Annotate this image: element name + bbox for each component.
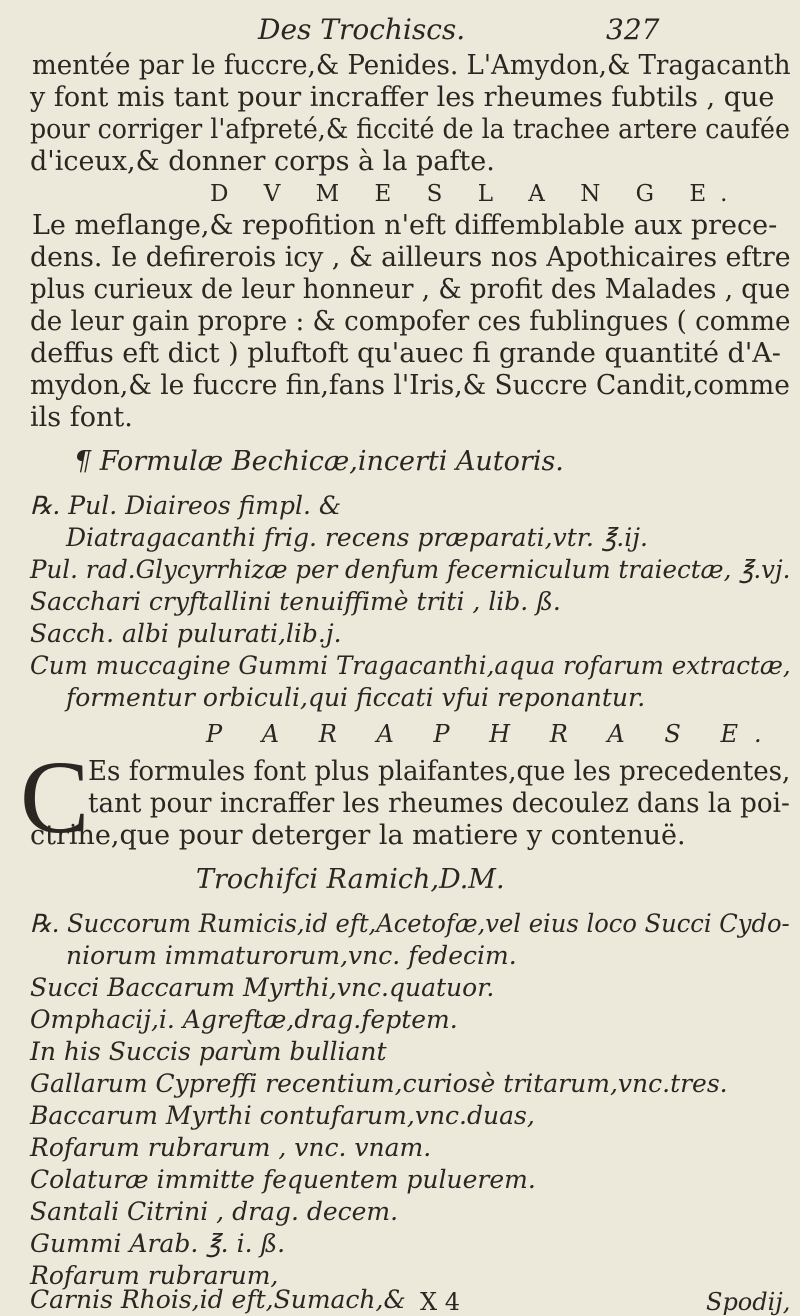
recipe-line: Cum muccagine Gummi Tragacanthi,aqua rofarum extractæ, [30,651,791,680]
recipe-line: In his Succis parùm bulliant [30,1037,387,1066]
page-number: 327 [606,13,660,46]
text-line: ctrine,que pour deterger la matiere y contenuë. [30,820,686,851]
text-line: dens. Ie defirerois icy , & ailleurs nos Apothicaires eftre [30,242,791,273]
text-line: deffus eft dict ) pluftoft qu'auec fi grande quantité d'A- [30,338,781,369]
recipe-line: Rofarum rubrarum , vnc. vnam. [30,1133,432,1162]
recipe-line: Sacchari cryftallini tenuiffimè triti , lib. ß. [30,587,561,616]
catchword: Spodij, [706,1288,791,1316]
text-line: de leur gain propre : & compofer ces fublingues ( comme [30,306,791,337]
recipe-line: Pul. rad.Glycyrrhizæ per denfum fecerniculum traiectæ, ℥.vj. [30,555,791,584]
signature-mark: X 4 [420,1288,460,1316]
recipe-line: Rofarum rubrarum, [30,1261,279,1290]
trochisci-title: Trochifci Ramich,D.M. [196,864,505,895]
text-line: mentée par le fuccre,& Penides. L'Amydon,& Tragacanth [32,50,791,81]
recipe-line: Succi Baccarum Myrthi,vnc.quatuor. [30,973,495,1002]
section-heading: P A R A P H R A S E. [206,720,778,748]
drop-capital: C [20,740,90,855]
recipe-line: Sacch. albi pulurati,lib.j. [30,619,342,648]
text-line: mydon,& le fuccre fin,fans l'Iris,& Succre Candit,comme [30,370,790,401]
text-line: pour corriger l'afpreté,& ficcité de la trachee artere caufée [30,114,790,145]
text-line: tant pour incraffer les rheumes decoulez dans la poi- [88,788,790,819]
recipe-line: niorum immaturorum,vnc. fedecim. [66,941,517,970]
text-line: y font mis tant pour incraffer les rheumes fubtils , que [30,82,775,113]
recipe-line: ℞. Succorum Rumicis,id eft,Acetofæ,vel eius loco Succi Cydo- [30,909,790,938]
recipe-line: Colaturæ immitte fequentem puluerem. [30,1165,536,1194]
recipe-line: Gallarum Cypreffi recentium,curiosè tritarum,vnc.tres. [30,1069,728,1098]
recipe-line: ℞. Pul. Diaireos fimpl. & [30,491,342,520]
recipe-line: Santali Citrini , drag. decem. [30,1197,399,1226]
running-title: Des Trochiscs. [258,13,466,46]
recipe-line: Gummi Arab. ℥. i. ß. [30,1229,286,1258]
text-line: Es formules font plus plaifantes,que les precedentes, [88,756,791,787]
section-heading: D V M E S L A N G E. [210,181,742,207]
formula-title: ¶ Formulæ Bechicæ,incerti Autoris. [74,446,564,477]
recipe-line: Omphacij,i. Agreftæ,drag.feptem. [30,1005,458,1034]
recipe-line: Baccarum Myrthi contufarum,vnc.duas, [30,1101,535,1130]
text-line: Le meflange,& repofition n'eft diffemblable aux prece- [32,210,778,241]
recipe-line: Carnis Rhois,id eft,Sumach,& [30,1285,406,1314]
recipe-line: formentur orbiculi,qui ficcati vfui reponantur. [66,683,646,712]
text-line: plus curieux de leur honneur , & profit des Malades , que [30,274,791,305]
text-line: d'iceux,& donner corps à la pafte. [30,146,495,177]
recipe-line: Diatragacanthi frig. recens præparati,vtr. ℥.ij. [66,523,648,552]
text-line: ils font. [30,402,133,433]
